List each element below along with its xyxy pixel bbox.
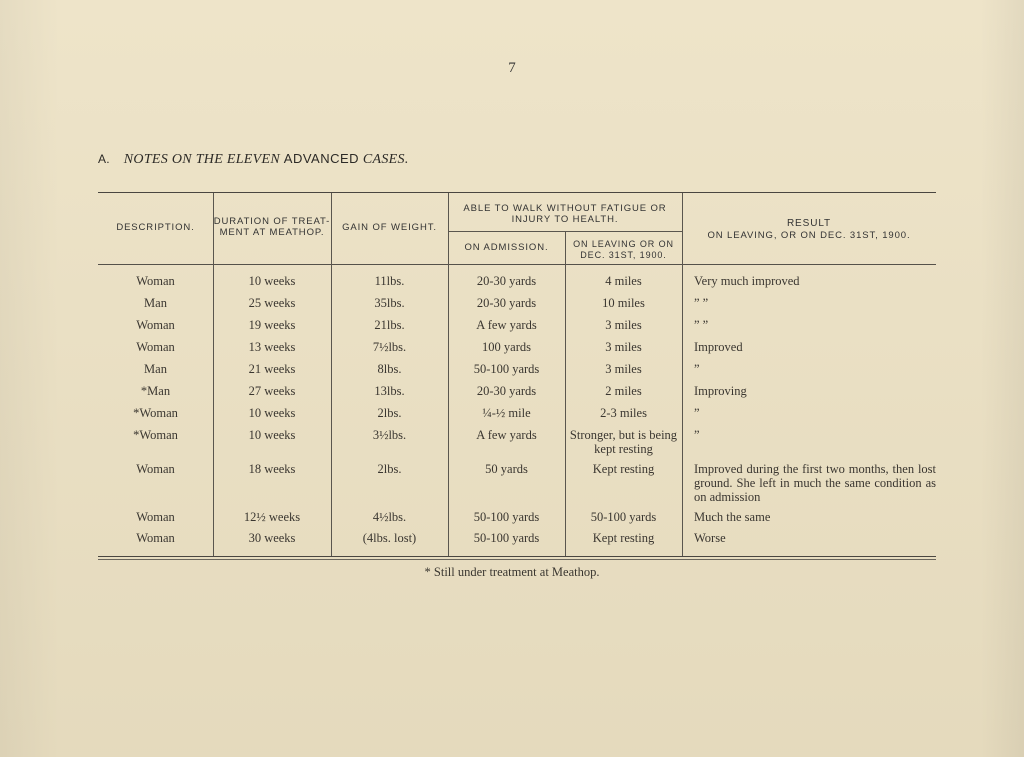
cell-result: Improving	[694, 384, 747, 398]
cell-on-leaving: Kept resting	[592, 462, 655, 476]
table-row	[98, 340, 936, 360]
cell-gain: 3½lbs.	[372, 428, 407, 442]
cell-gain: 2lbs.	[377, 406, 402, 420]
cell-on-admission: 50-100 yards	[473, 510, 540, 524]
cell-duration: 12½ weeks	[243, 510, 301, 524]
cell-result: ” ”	[694, 318, 709, 332]
table-bottom-rule-thin	[98, 559, 936, 560]
cell-on-leaving: Kept resting	[592, 531, 655, 545]
cell-result: Much the same	[694, 510, 771, 524]
cell-description: Man	[144, 362, 167, 376]
table-header-rule	[98, 264, 936, 265]
table-row	[98, 318, 936, 338]
cell-gain: 4½lbs.	[372, 510, 407, 524]
cell-gain: 11lbs.	[374, 274, 405, 288]
cell-duration: 13 weeks	[248, 340, 296, 354]
cell-on-leaving: 10 miles	[602, 296, 645, 310]
table-row	[98, 462, 936, 504]
cell-on-leaving: 3 miles	[605, 362, 642, 376]
cell-duration: 19 weeks	[248, 318, 296, 332]
cell-duration: 27 weeks	[248, 384, 296, 398]
header-result-sub: ON LEAVING, OR ON DEC. 31ST, 1900.	[707, 230, 911, 241]
table-row	[98, 362, 936, 382]
cell-on-admission: 50-100 yards	[473, 362, 540, 376]
cell-duration: 10 weeks	[248, 406, 296, 420]
page-number: 7	[508, 60, 516, 76]
section-title	[98, 151, 409, 168]
walk-subheader-rule	[448, 231, 682, 232]
section-title-part-3: CASES.	[362, 152, 409, 167]
cell-description: *Woman	[133, 406, 178, 420]
cell-on-leaving: 2 miles	[605, 384, 642, 398]
table-row	[98, 428, 936, 456]
cell-result: Very much improved	[694, 274, 800, 288]
cell-gain: 21lbs.	[374, 318, 405, 332]
cell-duration: 30 weeks	[248, 531, 296, 545]
table-top-rule	[98, 192, 936, 193]
header-walk-group: ABLE TO WALK WITHOUT FATIGUE OR INJURY TO HEALTH.	[463, 203, 667, 225]
cell-on-admission: A few yards	[476, 318, 537, 332]
cell-description: Woman	[136, 510, 175, 524]
cell-on-admission: ¼-½ mile	[482, 406, 531, 420]
header-on-admission: ON ADMISSION.	[464, 242, 549, 253]
cell-duration: 10 weeks	[248, 274, 296, 288]
header-result: RESULT	[786, 218, 832, 229]
cell-on-admission: 100 yards	[482, 340, 531, 354]
header-gain: GAIN OF WEIGHT.	[342, 222, 437, 233]
cell-result: ”	[694, 362, 700, 376]
cell-result: ”	[694, 406, 700, 420]
cell-gain: 2lbs.	[377, 462, 402, 476]
footnote: * Still under treatment at Meathop.	[424, 565, 600, 579]
header-on-leaving: ON LEAVING OR ON DEC. 31ST, 1900.	[573, 239, 674, 260]
cell-on-leaving: Stronger, but is being kept resting	[569, 428, 678, 456]
table-row	[98, 296, 936, 316]
table-bottom-rule	[98, 556, 936, 557]
cell-on-admission: 20-30 yards	[476, 384, 537, 398]
cell-on-leaving: 4 miles	[605, 274, 642, 288]
cell-result: ” ”	[694, 296, 709, 310]
section-title-part-2: ADVANCED	[283, 151, 360, 166]
table-row	[98, 531, 936, 551]
cell-on-admission: 20-30 yards	[476, 274, 537, 288]
cell-gain: 35lbs.	[374, 296, 405, 310]
cell-result: Improved	[694, 340, 743, 354]
header-duration: DURATION OF TREAT-MENT AT MEATHOP.	[213, 216, 331, 238]
cell-description: Woman	[136, 318, 175, 332]
cell-on-leaving: 3 miles	[605, 340, 642, 354]
cell-description: Woman	[136, 462, 175, 476]
cell-description: Man	[144, 296, 167, 310]
cell-on-admission: 20-30 yards	[476, 296, 537, 310]
section-label: A.	[98, 152, 110, 166]
cell-on-admission: 50-100 yards	[473, 531, 540, 545]
cell-result: ”	[694, 428, 700, 442]
cell-duration: 10 weeks	[248, 428, 296, 442]
cell-on-leaving: 3 miles	[605, 318, 642, 332]
cell-description: Woman	[136, 340, 175, 354]
cell-gain: (4lbs. lost)	[362, 531, 417, 545]
cell-result: Improved during the first two months, then lost ground. She left in much the same condition as on admission	[694, 462, 936, 504]
cell-duration: 25 weeks	[248, 296, 296, 310]
cell-on-leaving: 50-100 yards	[590, 510, 657, 524]
table-row	[98, 406, 936, 426]
cell-on-leaving: 2-3 miles	[600, 406, 647, 420]
table-row	[98, 384, 936, 404]
cell-duration: 18 weeks	[248, 462, 296, 476]
cell-gain: 7½lbs.	[372, 340, 407, 354]
cell-gain: 8lbs.	[377, 362, 402, 376]
cell-description: Woman	[136, 531, 175, 545]
table-row	[98, 274, 936, 294]
cell-on-admission: A few yards	[476, 428, 537, 442]
section-title-part-1: NOTES ON THE ELEVEN	[123, 152, 280, 167]
cell-duration: 21 weeks	[248, 362, 296, 376]
cell-description: *Woman	[133, 428, 178, 442]
cell-description: *Man	[140, 384, 171, 398]
cell-description: Woman	[136, 274, 175, 288]
cell-result: Worse	[694, 531, 726, 545]
table-row	[98, 510, 936, 530]
cell-gain: 13lbs.	[374, 384, 405, 398]
header-description: DESCRIPTION.	[116, 222, 195, 233]
cell-on-admission: 50 yards	[485, 462, 528, 476]
